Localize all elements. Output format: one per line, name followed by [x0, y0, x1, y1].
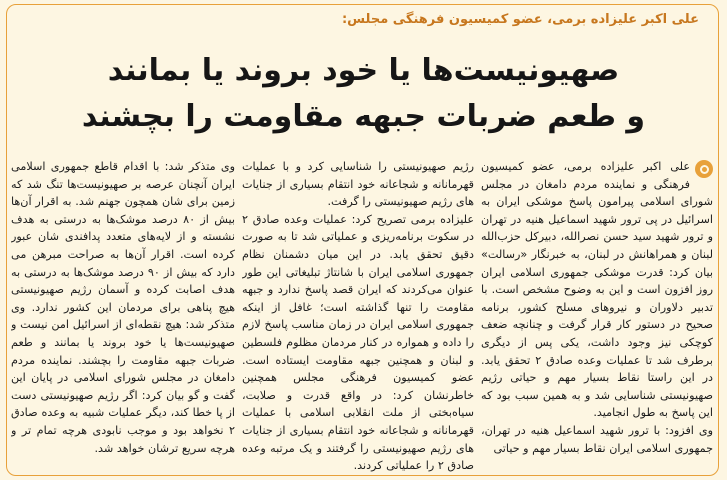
headline-line-2: و طعم ضربات جبهه مقاومت را بچشند — [81, 99, 646, 134]
quote-bullet-icon — [695, 160, 713, 178]
article-column-2 — [242, 158, 474, 480]
column-2-paragraph-2: علیزاده برمی تصریح کرد: عملیات وعده صادق ۲ در سکوت برنامه‌ریزی و عملیاتی شد تا به صورت دقیق تحقق یابد. در این میان دشمنان نظام جمهوری اسلامی ایران با شانتاژ تبلیغاتی این طور عنوان می‌کردند که ایران قصد پاسخ ندارد و جبهه مقاومت را تنها گذاشته است؛ غافل از اینکه جمهوری اسلامی ایران در زمان مناسب پاسخ لازم را داده و همواره در کنار مردمان مظلوم فلسطین و لبنان و همچنین جبهه مقاومت ایستاده است. عضو کمیسیون فرهنگی مجلس همچنین خاطرنشان کرد: در واقع قدرت و صلابت، سیاه‌بختی از ملت انقلابی اسلامی با عملیات قهرمانانه و شجاعانه خود انتقام بسیاری از جنایات های رژیم صهیونیستی را گرفتند و یک مرتبه وعده صادق ۲ را عملیاتی کردند. — [242, 212, 474, 473]
column-1-paragraph-2: وی افزود: با ترور شهید اسماعیل هنیه در تهران، جمهوری اسلامی ایران نقاط بسیار مهم و حیاتی — [481, 423, 713, 455]
article-kicker: علی اکبر علیزاده برمی، عضو کمیسیون فرهنگی مجلس: — [341, 12, 699, 27]
article-column-1 — [481, 158, 713, 480]
column-2-paragraph-1: رژیم صهیونیستی را شناسایی کرد و با عملیات قهرمانانه و شجاعانه خود انتقام بسیاری از جنایات های رژیم صهیونیستی را گرفت. — [242, 160, 474, 209]
article-headline — [20, 48, 707, 140]
headline-line-1: صهیونیست‌ها یا خود بروند یا بمانند — [107, 53, 620, 88]
column-3-paragraph-1: وی متذکر شد: با اقدام قاطع جمهوری اسلامی ایران آنچنان عرصه بر صهیونیست‌ها تنگ شد که زمین برای شان همچون جهنم شد. به اقرار آن‌ها بیش از ۸۰ درصد موشک‌ها به درستی به هدف نشسته و از لایه‌های متعدد پدافندی شان عبور کرده است. اقرار آن‌ها به صراحت مبرهن می دارد که بیش از ۹۰ درصد موشک‌ها به درستی به هدف اصابت کرده و آسمان رژیم صهیونیستی هیچ پناهی برای مردمان این کشور ندارد. وی متذکر شد: هیچ نقطه‌ای از اسرائیل امن نیست و صهیونیست‌ها یا خود بروند یا بمانند و طعم ضربات جبهه مقاومت را بچشند. نماینده مردم دامغان در مجلس شورای اسلامی در پایان این گفت و گو بیان کرد: اگر رژیم صهیونیستی دست از پا خطا کند، دیگر عملیات شبیه به وعده صادق ۲ نخواهد بود و موجب نابودی هرچه تمام تر و هرچه سریع ترشان خواهد شد. — [11, 160, 235, 455]
column-1-paragraph-1: علی اکبر علیزاده برمی، عضو کمیسیون فرهنگی و نماینده مردم دامغان در مجلس شورای اسلامی پیرامون پاسخ موشکی ایران به اسرائیل در پی ترور شهید اسماعیل هنیه در تهران و ترور شهید سید حسن نصرالله، دبیرکل حزب‌الله لبنان و همراهانش در لبنان، به خبرنگار «رسالت» بیان کرد: قدرت موشکی جمهوری اسلامی ایران روز افزون است و این به وضوح مشخص است. با تدبیر دلاوران و نیروهای مسلح کشور، برنامه صحیح در دستور کار قرار گرفت و چنانچه ضعف کوچکی نیز وجود داشت، یکی پس از دیگری برطرف شد تا عملیات وعده صادق ۲ تحقق یابد. در این راستا نقاط بسیار مهم و حیاتی رژیم صهیونیستی شناسایی شد و به همین سبب بود که این پاسخ به طول انجامید. — [481, 160, 713, 420]
article-column-3 — [11, 158, 235, 480]
